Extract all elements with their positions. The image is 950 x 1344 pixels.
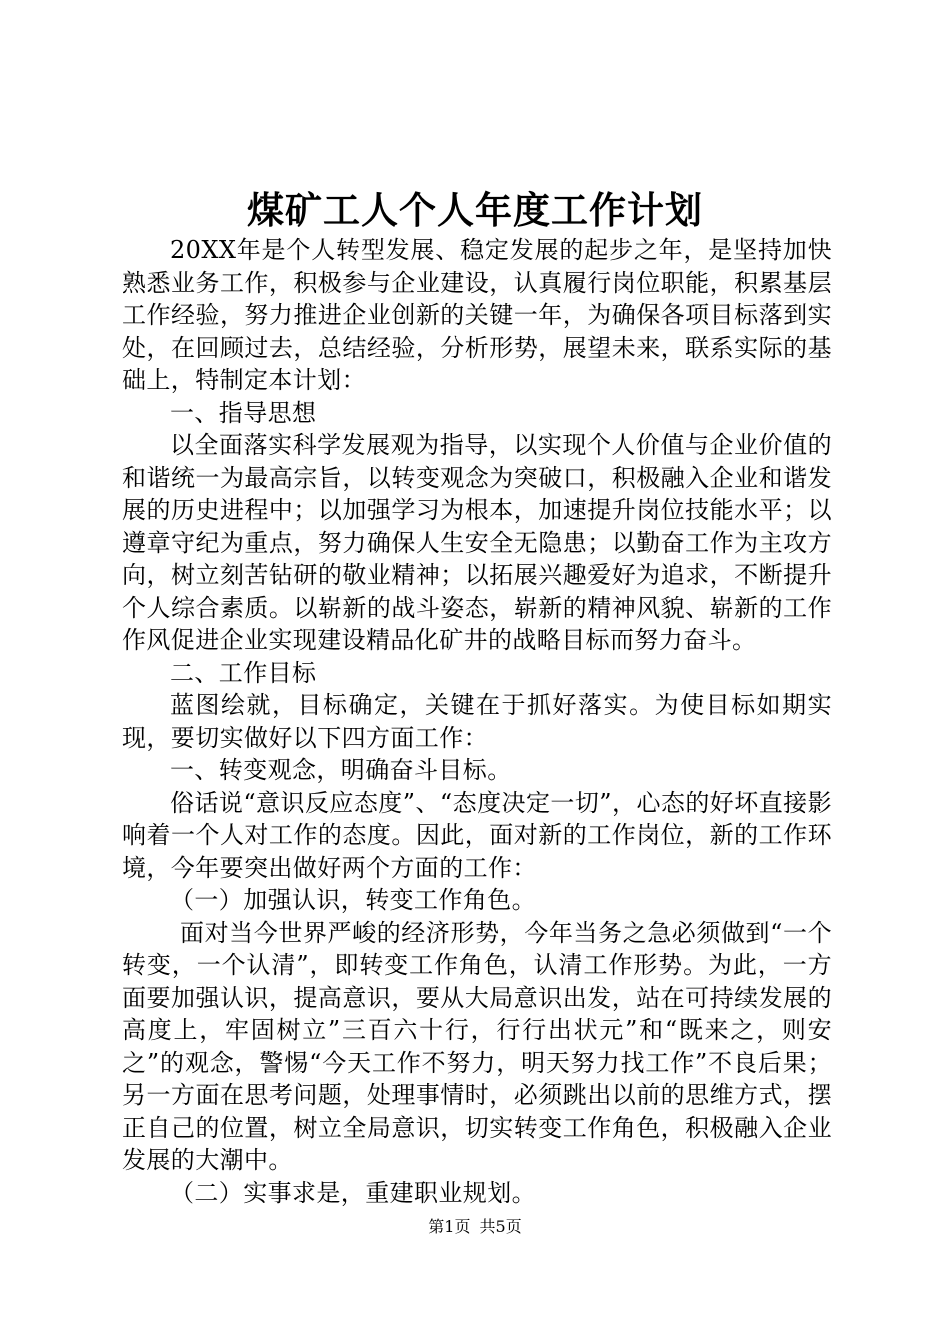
paragraph-change-mindset: 俗话说“意识反应态度”、“态度决定一切”，心态的好坏直接影响着一个人对工作的态度。因此，面对新的工作岗位，新的工作环境，今年要突出做好两个方面的工作： bbox=[122, 788, 832, 882]
paragraph-strengthen-awareness: 面对当今世界严峻的经济形势，今年当务之急必须做到“一个转变，一个认清”，即转变工作角色，认清工作形势。为此，一方面要加强认识，提高意识，要从大局意识出发，站在可持续发展的高度上，牢固树立”三百六十行，行行出状元”和“既来之，则安之”的观念，警惕“今天工作不努力，明天努力找工作”不良后果；另一方面在思考问题，处理事情时，必须跳出以前的思维方式，摆正自己的位置，树立全局意识，切实转变工作角色，积极融入企业发展的大潮中。 bbox=[122, 918, 832, 1174]
page-footer bbox=[0, 1216, 950, 1238]
paragraph-guiding-thought: 以全面落实科学发展观为指导，以实现个人价值与企业价值的和谐统一为最高宗旨，以转变观念为突破口，积极融入企业和谐发展的历史进程中；以加强学习为根本，加速提升岗位技能水平；以遵章守纪为重点，努力确保人生安全无隐患；以勤奋工作为主攻方向，树立刻苦钻研的敬业精神；以拓展兴趣爱好为追求，不断提升个人综合素质。以崭新的战斗姿态，崭新的精神风貌、崭新的工作作风促进企业实现建设精品化矿井的战略目标而努力奋斗。 bbox=[122, 431, 832, 654]
section-heading-work-goals: 二、工作目标 bbox=[170, 658, 317, 687]
page-number: 第1页 bbox=[428, 1217, 471, 1236]
page-total: 共5页 bbox=[479, 1217, 522, 1236]
document-title: 煤矿工人个人年度工作计划 bbox=[247, 188, 703, 232]
item-heading-strengthen-awareness: （一）加强认识，转变工作角色。 bbox=[170, 886, 536, 914]
item-heading-career-planning: （二）实事求是，重建职业规划。 bbox=[170, 1178, 536, 1207]
subsection-heading-change-mindset: 一、转变观念，明确奋斗目标。 bbox=[170, 756, 512, 784]
paragraph-intro: 20XX年是个人转型发展、稳定发展的起步之年，是坚持加快熟悉业务工作，积极参与企业建设，认真履行岗位职能，积累基层工作经验，努力推进企业创新的关键一年，为确保各项目标落到实处，在回顾过去，总结经验，分析形势，展望未来，联系实际的基础上，特制定本计划： bbox=[122, 236, 832, 394]
section-heading-guiding-thought: 一、指导思想 bbox=[170, 398, 317, 427]
paragraph-work-goals: 蓝图绘就，目标确定，关键在于抓好落实。为使目标如期实现，要切实做好以下四方面工作： bbox=[122, 691, 832, 752]
document-body bbox=[122, 234, 832, 1209]
